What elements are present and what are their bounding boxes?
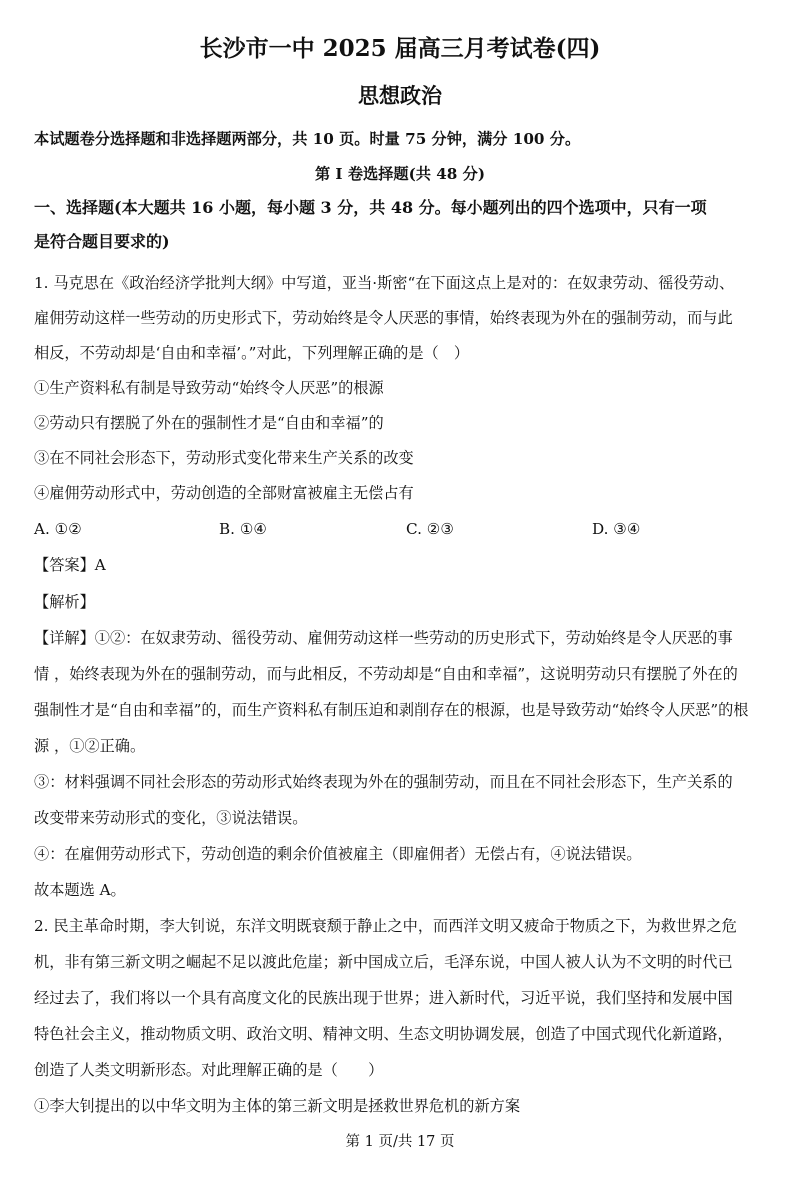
q1-detail-line: ④：在雇佣劳动形式下，劳动创造的剩余价值被雇主（即雇佣者）无偿占有，④说法错误。	[34, 845, 642, 863]
q1-option-a: A. ①②	[34, 520, 82, 538]
q1-detail-line: 情 ，始终表现为外在的强制劳动，而与此相反，不劳动却是“自由和幸福”，这说明劳动只有摆脱了外在的	[34, 665, 738, 683]
q1-detail-line: 改变带来劳动形式的变化，③说法错误。	[34, 809, 308, 827]
q1-statement: ②劳动只有摆脱了外在的强制性才是“自由和幸福”的	[34, 414, 384, 432]
q2-stem-line: 创造了人类文明新形态。对此理解正确的是（ ）	[34, 1061, 384, 1079]
q2-stem-line: 特色社会主义，推动物质文明、政治文明、精神文明、生态文明协调发展，创造了中国式现代化新道路，	[34, 1025, 733, 1043]
q2-stem-line: 经过去了，我们将以一个具有高度文化的民族出现于世界；进入新时代，习近平说，我们坚持和发展中国	[34, 989, 733, 1007]
q1-option-c: C. ②③	[406, 520, 454, 538]
q1-option-b: B. ①④	[219, 520, 268, 538]
q2-stem-line: 机，非有第三新文明之崛起不足以渡此危崖；新中国成立后，毛泽东说，中国人被人认为不文明的时代已	[34, 953, 733, 971]
q1-statement: ④雇佣劳动形式中，劳动创造的全部财富被雇主无偿占有	[34, 484, 414, 502]
q1-detail-line: 【详解】①②：在奴隶劳动、徭役劳动、雇佣劳动这样一些劳动的历史形式下，劳动始终是令人厌恶的事	[34, 629, 733, 647]
q1-analysis-label: 【解析】	[34, 593, 95, 611]
q1-stem-line: 相反，不劳动却是‘自由和幸福’。”对此，下列理解正确的是（ ）	[34, 344, 470, 362]
subject-title: 思想政治	[358, 83, 442, 108]
exam-title: 长沙市一中 2025 届高三月考试卷(四)	[199, 35, 601, 62]
page-footer: 第 1 页/共 17 页	[345, 1134, 455, 1150]
q1-statement: ③在不同社会形态下，劳动形式变化带来生产关系的改变	[34, 449, 414, 467]
section-heading-line2: 是符合题目要求的)	[34, 232, 170, 251]
q1-detail-line: 强制性才是“自由和幸福”的，而生产资料私有制压迫和剥削存在的根源，也是导致劳动“始终令人厌恶”的根	[34, 701, 749, 719]
section-heading-line1: 一、选择题(本大题共 16 小题，每小题 3 分，共 48 分。每小题列出的四个选项中，只有一项	[34, 198, 707, 217]
q1-detail-line: 源 ，①②正确。	[34, 737, 146, 755]
q2-statement: ①李大钊提出的以中华文明为主体的第三新文明是拯救世界危机的新方案	[34, 1097, 520, 1115]
q1-answer: 【答案】A	[34, 556, 106, 574]
q2-stem-line: 2. 民主革命时期，李大钊说，东洋文明既衰颓于静止之中，而西洋文明又疲命于物质之下，为救世界之危	[34, 917, 737, 935]
q1-stem-line: 雇佣劳动这样一些劳动的历史形式下，劳动始终是令人厌恶的事情，始终表现为外在的强制劳动，而与此	[34, 309, 733, 327]
q1-conclusion: 故本题选 A。	[34, 881, 126, 899]
q1-detail-line: ③：材料强调不同社会形态的劳动形式始终表现为外在的强制劳动，而且在不同社会形态下，生产关系的	[34, 773, 733, 791]
q1-statement: ①生产资料私有制是导致劳动“始终令人厌恶”的根源	[34, 379, 384, 397]
exam-intro: 本试题卷分选择题和非选择题两部分，共 10 页。时量 75 分钟，满分 100 分。	[34, 130, 581, 148]
q1-stem-line: 1. 马克思在《政治经济学批判大纲》中写道，亚当·斯密“在下面这点上是对的：在奴隶劳动、徭役劳动、	[34, 274, 735, 292]
volume-title: 第 I 卷选择题(共 48 分)	[314, 165, 486, 183]
q1-option-d: D. ③④	[592, 520, 641, 538]
